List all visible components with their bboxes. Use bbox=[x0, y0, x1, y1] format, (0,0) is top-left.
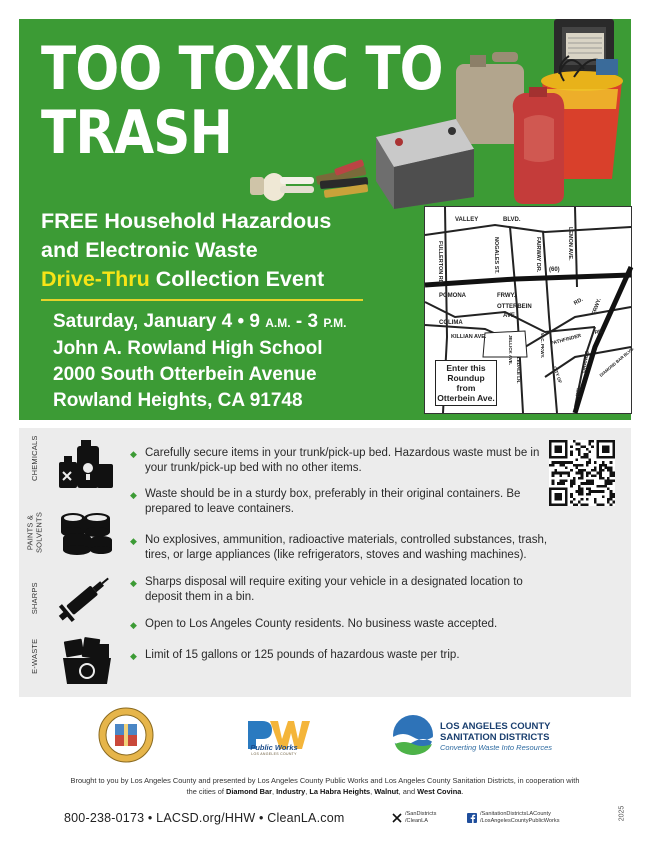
credit-period: . bbox=[461, 787, 464, 796]
list-item bbox=[130, 575, 550, 604]
event-date bbox=[53, 309, 346, 336]
sanitation-name-line-2: SANITATION DISTRICTS bbox=[440, 732, 550, 743]
guidelines-list bbox=[130, 446, 550, 662]
city-industry: Industry bbox=[276, 787, 306, 796]
public-works-caption: Public Works bbox=[250, 743, 298, 752]
credit-cities-intro: the cities of bbox=[186, 787, 226, 796]
subtitle-line-2: and Electronic Waste bbox=[41, 238, 258, 262]
diamond-icon: ◆ bbox=[130, 490, 137, 500]
list-item bbox=[130, 648, 550, 663]
contact-info[interactable]: 800-238-0173 • LACSD.org/HHW • CleanLA.com bbox=[64, 811, 345, 825]
hero-banner bbox=[19, 19, 636, 420]
map-label-city-of: CITY OF bbox=[552, 365, 563, 384]
map-entrance-note: Enter this Roundup from Otterbein Ave. bbox=[435, 360, 497, 406]
event-city: Rowland Heights, CA 91748 bbox=[53, 390, 303, 411]
diamond-icon: ◆ bbox=[130, 650, 137, 661]
facebook-handles[interactable]: /SanitationDistrictsLACounty /LosAngelesCountyPublicWorks bbox=[480, 811, 560, 824]
map-label-frwy: FRWY. bbox=[497, 293, 516, 299]
map-label-diamond: DIAMOND BAR BLVD. bbox=[598, 345, 636, 378]
city-diamond-bar: Diamond Bar bbox=[226, 787, 272, 796]
map-label-lemon: LEMON AVE. bbox=[567, 227, 573, 261]
map-label-glendale: LEDALE LN. bbox=[516, 357, 521, 384]
map-label-fairway: FAIRWAY DR. bbox=[535, 237, 541, 273]
hazardous-products-image bbox=[224, 19, 631, 209]
diamond-icon: ◆ bbox=[130, 578, 137, 588]
event-date-main: Saturday, January 4 • 9 bbox=[53, 311, 266, 332]
diamond-icon: ◆ bbox=[130, 536, 137, 546]
map-label-blvd: BLVD. bbox=[503, 217, 521, 223]
list-item-text: Carefully secure items in your trunk/pick-up bed. Hazardous waste must be in your trunk/pick-up bed with no other items. bbox=[145, 447, 540, 474]
list-item bbox=[130, 446, 550, 475]
credit-sep: , bbox=[272, 787, 277, 796]
credit-text bbox=[60, 775, 590, 797]
map-label-ave: AVE. bbox=[503, 313, 517, 319]
map-label-killian: KILLIAN AVE. bbox=[451, 334, 487, 340]
qr-code[interactable] bbox=[549, 440, 615, 506]
category-chemicals: CHEMICALS bbox=[29, 435, 39, 482]
subtitle-line-1: FREE Household Hazardous bbox=[41, 209, 332, 233]
diamond-icon: ◆ bbox=[130, 620, 137, 630]
map-label-orange: ORANGE bbox=[581, 350, 591, 374]
list-item-text: Waste should be in a sturdy box, preferably in their original containers. Be prepared to leave containers. bbox=[145, 488, 521, 515]
list-item-text: No explosives, ammunition, radioactive materials, controlled substances, trash, tires, or large appliances (like refrigerators, stoves and washing machines). bbox=[145, 534, 548, 561]
list-item-text: Limit of 15 gallons or 125 pounds of hazardous waste per trip. bbox=[145, 648, 460, 661]
map-label-rd: RD. bbox=[573, 296, 585, 307]
am-label: A.M. bbox=[265, 316, 291, 330]
sanitation-districts-name bbox=[440, 721, 551, 743]
map-label-wc-pkwy: W.C. PKWY. bbox=[540, 333, 545, 359]
sanitation-tagline: Converting Waste Into Resources bbox=[440, 743, 552, 752]
sanitation-districts-logo bbox=[392, 714, 434, 756]
city-la-habra-heights: La Habra Heights bbox=[309, 787, 371, 796]
facebook-icon[interactable] bbox=[467, 813, 477, 823]
subtitle-line-3-rest: Collection Event bbox=[149, 267, 325, 291]
time-dash: - 3 bbox=[290, 311, 324, 332]
list-item-text: Sharps disposal will require exiting your vehicle in a designated location to deposit them in a bin. bbox=[145, 576, 523, 603]
event-street: 2000 South Otterbein Avenue bbox=[53, 364, 317, 385]
map-label-nogales: NOGALES ST. bbox=[493, 237, 499, 274]
map-label-otterbein: OTTERBEIN bbox=[497, 304, 532, 310]
pm-label: P.M. bbox=[323, 316, 347, 330]
e-waste-bin-icon bbox=[61, 638, 113, 686]
map-label-pathfinder: PATHFINDER bbox=[549, 332, 582, 347]
category-paints-solvents: PAINTS & SOLVENTS bbox=[25, 511, 43, 554]
map-label-colima: COLIMA bbox=[439, 320, 463, 326]
event-details bbox=[53, 309, 346, 414]
list-item bbox=[130, 487, 550, 516]
x-handles[interactable]: /SanDistricts /CleanLA bbox=[405, 811, 437, 824]
map-label-fullerton: FULLERTON RD. bbox=[437, 241, 443, 286]
credit-sep: , bbox=[370, 787, 375, 796]
location-map bbox=[424, 206, 636, 414]
divider bbox=[41, 299, 363, 301]
category-sharps: SHARPS bbox=[29, 582, 39, 615]
drive-thru-highlight: Drive-Thru bbox=[41, 267, 150, 291]
credit-line-2 bbox=[60, 786, 590, 797]
event-subtitle bbox=[41, 207, 331, 294]
map-label-frwy-2: FRWY. bbox=[591, 297, 603, 316]
map-label-60: (60) bbox=[549, 267, 560, 273]
event-venue: John A. Rowland High School bbox=[53, 338, 323, 359]
chemicals-icon bbox=[57, 440, 115, 490]
list-item bbox=[130, 533, 550, 562]
credit-line-1: Brought to you by Los Angeles County and presented by Los Angeles County Public Works and Los Angeles County Sanitation Districts, in cooperation with bbox=[70, 776, 580, 785]
map-label-jellick: JELLICK AVE. bbox=[508, 335, 513, 366]
syringe-icon bbox=[59, 574, 113, 620]
public-works-subcaption: LOS ANGELES COUNTY bbox=[251, 752, 297, 756]
los-angeles-county-seal bbox=[98, 707, 154, 763]
subtitle-line-3 bbox=[41, 265, 331, 294]
info-panel bbox=[19, 428, 631, 697]
map-label-pomona: POMONA bbox=[439, 293, 466, 299]
x-icon[interactable] bbox=[392, 813, 402, 823]
credit-and: , and bbox=[398, 787, 418, 796]
sanitation-name-line-1: LOS ANGELES COUNTY bbox=[440, 721, 551, 732]
diamond-icon: ◆ bbox=[130, 449, 137, 459]
list-item-text: Open to Los Angeles County residents. No business waste accepted. bbox=[145, 618, 498, 630]
category-ewaste: E-WASTE bbox=[29, 638, 39, 674]
paint-cans-icon bbox=[57, 508, 115, 556]
title-line-1: TOO TOXIC TO bbox=[41, 34, 443, 104]
year-label: 2025 bbox=[618, 805, 626, 822]
city-walnut: Walnut bbox=[374, 787, 399, 796]
city-west-covina: West Covina bbox=[417, 787, 462, 796]
credit-sep: , bbox=[305, 787, 310, 796]
map-label-57: (57) bbox=[575, 387, 583, 398]
list-item bbox=[130, 617, 550, 632]
map-label-rd-2: RD. bbox=[594, 328, 604, 336]
map-label-valley: VALLEY bbox=[455, 217, 479, 223]
title-line-2: TRASH bbox=[41, 98, 232, 168]
